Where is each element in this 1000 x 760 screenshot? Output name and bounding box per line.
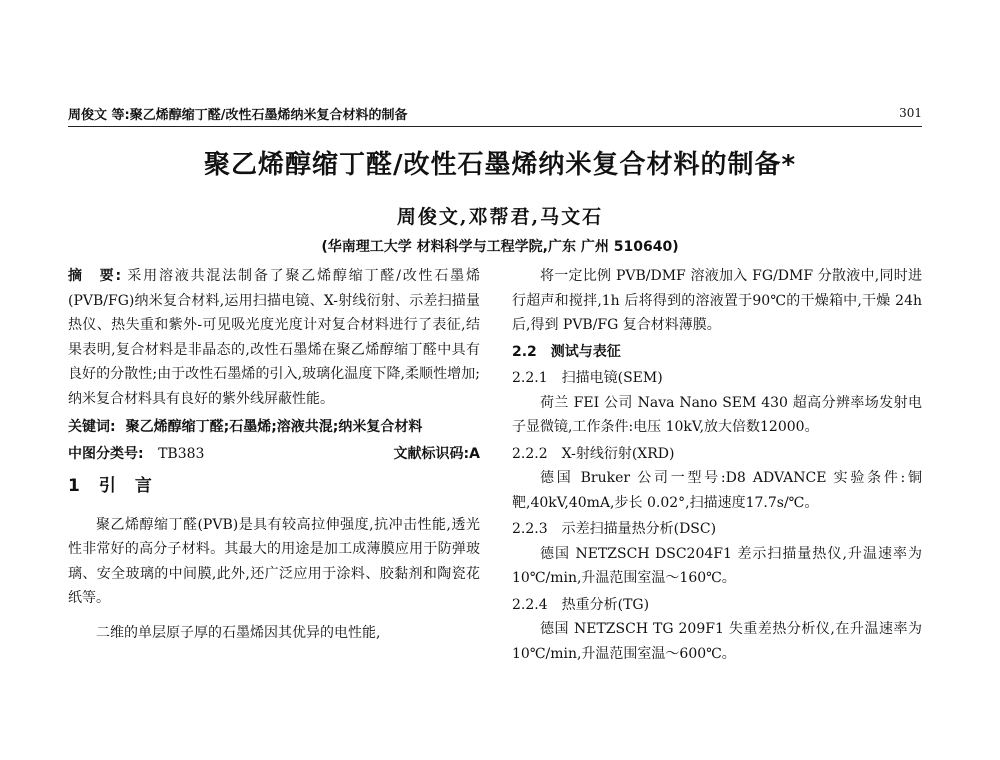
paper-title: 聚乙烯醇缩丁醛/改性石墨烯纳米复合材料的制备* (203, 150, 797, 180)
keywords-label: 关键词: (68, 419, 116, 435)
dsc-paragraph: 德国 NETZSCH DSC204F1 差示扫描量热仪,升温速率为 10℃/min,升温范围室温～160℃。 (512, 545, 922, 586)
intro-paragraph-2: 二维的单层原子厚的石墨烯因其优异的电性能, (96, 624, 381, 641)
tg-paragraph: 德国 NETZSCH TG 209F1 失重差热分析仪,在升温速率为 10℃/min,升温范围室温～600℃。 (512, 621, 922, 662)
clc-label: 中图分类号: (68, 445, 144, 462)
prep-paragraph: 将一定比例 PVB/DMF 溶液加入 FG/DMF 分散液中,同时进行超声和搅拌,1h 后将得到的溶液置于90℃的干燥箱中,干燥 24h 后,得到 PVB/FG 复合材料薄膜。 (512, 268, 922, 333)
subsection-heading-2-2-4: 2.2.4 热重分析(TG) (512, 596, 650, 613)
subsection-heading-2-2: 2.2 测试与表征 (512, 343, 621, 360)
section-heading-intro: 1 引 言 (68, 476, 153, 496)
keywords (68, 415, 480, 440)
abstract (68, 264, 480, 411)
abstract-label: 摘 要: (68, 268, 122, 284)
running-title: 周俊文 等:聚乙烯醇缩丁醛/改性石墨烯纳米复合材料的制备 (68, 108, 408, 123)
doc-label: 文献标识码: (393, 445, 470, 462)
left-column (68, 264, 480, 645)
affiliation: (华南理工大学 材料科学与工程学院,广东 广州 510640) (321, 239, 679, 255)
keywords-text: 聚乙烯醇缩丁醛;石墨烯;溶液共混;纳米复合材料 (125, 419, 423, 435)
subsection-heading-2-2-3: 2.2.3 示差扫描量热分析(DSC) (512, 521, 717, 537)
intro-paragraph-1: 聚乙烯醇缩丁醛(PVB)是具有较高拉伸强度,抗冲击性能,透光性非常好的高分子材料。其最大的用途是加工成薄膜应用于防弹玻璃、安全玻璃的中间膜,此外,还广泛应用于涂料、胶黏剂和陶瓷花纸等。 (68, 516, 480, 606)
running-header (68, 104, 922, 127)
classification (68, 442, 480, 467)
doc-value: A (469, 445, 480, 462)
xrd-paragraph: 德国 Bruker 公司一型号:D8 ADVANCE 实验条件:铜靶,40kV,40mA,步长 0.02°,扫描速度17.7s/℃。 (512, 470, 922, 511)
doc-code (394, 442, 480, 467)
clc-code (68, 442, 204, 467)
subsection-heading-2-2-2: 2.2.2 X-射线衍射(XRD) (512, 445, 675, 462)
page-number: 301 (899, 106, 922, 120)
sem-paragraph: 荷兰 FEI 公司 Nava Nano SEM 430 超高分辨率场发射电子显微镜,工作条件:电压 10kV,放大倍数12000。 (512, 394, 922, 435)
right-column (512, 264, 922, 666)
clc-value: TB383 (158, 445, 205, 462)
authors: 周俊文,邓帮君,马文石 (396, 206, 604, 228)
subsection-heading-2-2-1: 2.2.1 扫描电镜(SEM) (512, 370, 663, 386)
abstract-text: 采用溶液共混法制备了聚乙烯醇缩丁醛/改性石墨烯(PVB/FG)纳米复合材料,运用扫描电镜、X-射线衍射、示差扫描量热仪、热失重和紫外-可见吸光度光度计对复合材料进行了表征,结果表明,复合材料是非晶态的,改性石墨烯在聚乙烯醇缩丁醛中具有良好的分散性;由于改性石墨烯的引入,玻璃化温度下降,柔顺性增加;纳米复合材料具有良好的紫外线屏蔽性能。 (68, 268, 480, 407)
